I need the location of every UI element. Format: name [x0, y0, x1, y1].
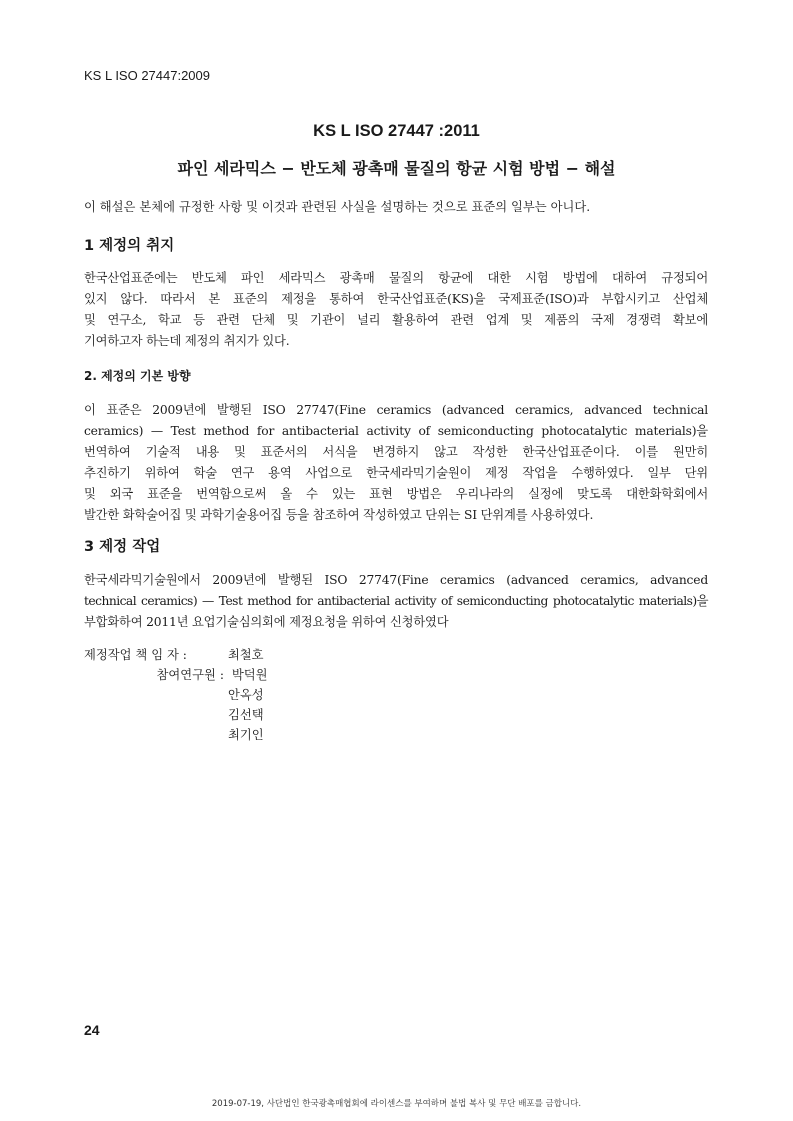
section-2-line: 번역하여 기술적 내용 및 표준서의 서식을 변경하지 않고 작성한 한국산업표준이다. 이를 원만히	[84, 445, 708, 459]
header-standard-code: KS L ISO 27447:2009	[84, 68, 211, 83]
intro-note: 이 해설은 본체에 규정한 사항 및 이것과 관련된 사실을 설명하는 것으로 표준의 일부는 아니다.	[84, 200, 591, 214]
section-1-heading: 1 제정의 취지	[84, 238, 175, 254]
page-number: 24	[84, 1022, 100, 1038]
staff-list	[84, 645, 268, 745]
staff-researcher-name: 박덕원	[231, 668, 268, 682]
staff-leader-name: 최철호	[227, 648, 264, 662]
section-1-line: 있지 않다. 따라서 본 표준의 제정을 통하여 한국산업표준(KS)을 국제표준(ISO)과 부합시키고 산업체	[84, 292, 708, 306]
section-1-line: 및 연구소, 학교 등 관련 단체 및 기관이 널리 활용하여 관련 업계 및 제품의 국제 경쟁력 확보에	[84, 313, 708, 327]
staff-leader-label: 제정작업 책 임 자 :	[84, 648, 187, 662]
section-2-heading: 2. 제정의 기본 방향	[84, 369, 191, 383]
license-footer: 2019-07-19, 사단법인 한국광촉매협회에 라이센스를 부여하며 불법 복사 및 무단 배포를 금합니다.	[211, 1099, 582, 1109]
section-2-line: 추진하기 위하여 학술 연구 용역 사업으로 한국세라믹기술원이 제정 작업을 수행하였다. 일부 단위	[84, 466, 708, 480]
section-1-line: 한국산업표준에는 반도체 파인 세라믹스 광촉매 물질의 항균에 대한 시험 방법에 대하여 규정되어	[84, 271, 708, 285]
section-3-heading: 3 제정 작업	[84, 539, 161, 555]
section-2-line: 및 외국 표준을 번역함으로써 올 수 있는 표현 방법은 우리나라의 실정에 맞도록 대한화학회에서	[84, 487, 708, 501]
document-title-code: KS L ISO 27447 :2011	[313, 122, 480, 140]
section-2-line: ceramics) — Test method for antibacterial activity of semiconducting photocatalytic materials)을	[84, 424, 708, 438]
section-2-body	[84, 400, 708, 526]
staff-researchers-label: 참여연구원 :	[156, 668, 224, 682]
section-3-body	[84, 570, 708, 633]
section-2-line: 이 표준은 2009년에 발행된 ISO 27747(Fine ceramics (advanced ceramics, advanced technical	[84, 403, 708, 417]
staff-researcher-name: 김선택	[228, 708, 264, 722]
section-3-line: 부합화하여 2011년 요업기술심의회에 제정요청을 위하여 신청하였다	[84, 615, 449, 629]
section-3-line: technical ceramics) — Test method for antibacterial activity of semiconducting photocatalytic materials)을	[84, 594, 708, 608]
section-1-line: 기여하고자 하는데 제정의 취지가 있다.	[84, 334, 290, 348]
document-title: 파인 세라믹스 − 반도체 광촉매 물질의 항균 시험 방법 − 해설	[177, 159, 616, 178]
section-3-line: 한국세라믹기술원에서 2009년에 발행된 ISO 27747(Fine ceramics (advanced ceramics, advanced	[84, 573, 708, 587]
section-2-line: 발간한 화학술어집 및 과학기술용어집 등을 참조하여 작성하였고 단위는 SI 단위계를 사용하였다.	[84, 508, 594, 522]
staff-researcher-name: 안옥성	[228, 688, 264, 702]
staff-researcher-name: 최기인	[228, 728, 264, 742]
section-1-body	[84, 268, 708, 352]
